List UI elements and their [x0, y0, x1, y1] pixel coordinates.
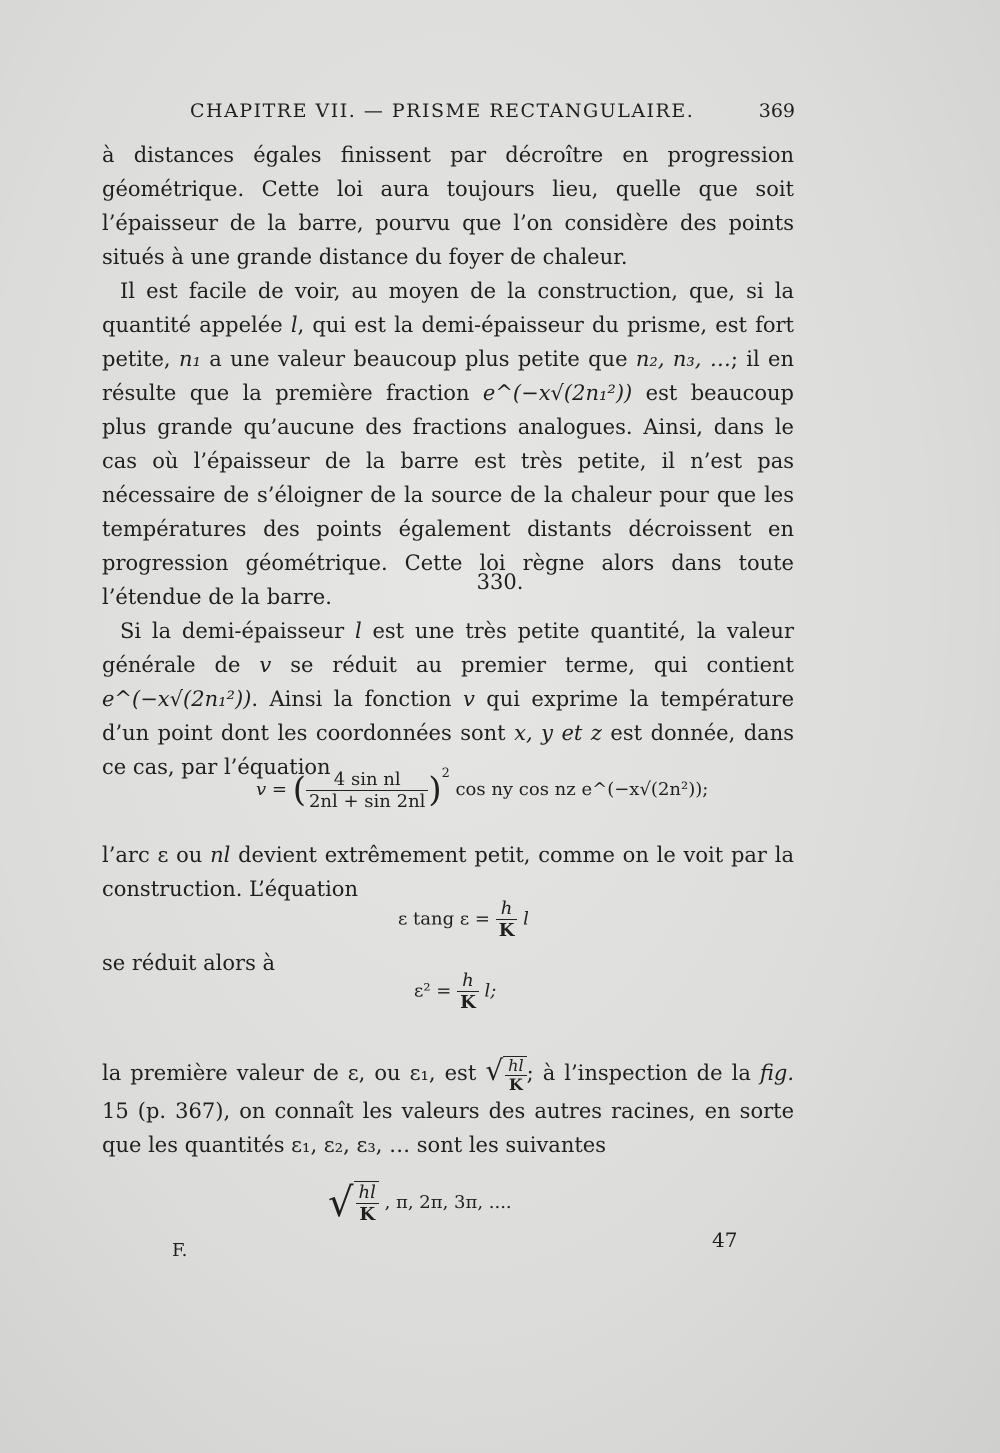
roots-denominator: K — [359, 1204, 375, 1225]
inline-root-numerator: hl — [505, 1057, 526, 1076]
eq2-lhs: ε tang ε = — [398, 908, 490, 930]
eq1-lhs: v = — [256, 779, 287, 800]
p4-part: devient extrêmement petit, comme on le voit par la construction. L’équation — [102, 843, 794, 901]
sqrt-sign: √ — [328, 1180, 354, 1226]
paragraph-2-text — [102, 274, 794, 614]
paragraph-3-text — [102, 614, 794, 784]
p3-part: . Ainsi la fonction — [251, 687, 463, 711]
inline-root-denominator: K — [508, 1074, 523, 1094]
p3-var-v: v — [259, 653, 272, 677]
paragraph-6 — [102, 1054, 794, 1162]
p2-var-n2n3: n₂, n₃, … — [635, 347, 731, 371]
sheet-number: 47 — [712, 1228, 738, 1252]
p3-part: qui exprime la température d’un point dont les coordonnées sont — [102, 687, 794, 745]
p2-exponential: e^(−x√(2n₁²)) — [482, 381, 633, 405]
eq2-rest: l — [523, 908, 529, 930]
p2-part: a une valeur beaucoup plus petite que — [200, 347, 636, 371]
right-paren: ) — [428, 770, 442, 810]
eq3-denominator: K — [460, 992, 476, 1013]
p3-var-l: l — [354, 619, 362, 643]
eq2-numerator: h — [496, 898, 518, 920]
p3-part: se réduit au premier terme, qui contient — [271, 653, 795, 677]
signature-mark: F. — [172, 1240, 188, 1261]
roots-numerator: hl — [356, 1182, 379, 1204]
p2-var-n1: n₁ — [178, 347, 201, 371]
p2-var-l: l — [290, 313, 298, 337]
eq3-fraction — [457, 970, 479, 1013]
equation-roots — [328, 1180, 512, 1226]
equation-epsilon-squared — [414, 970, 496, 1013]
eq1-denominator: 2nl + sin 2nl — [308, 790, 426, 812]
p2-part: , qui est la demi-épaisseur du prisme, est fort petite, — [102, 313, 794, 371]
equation-tang — [398, 898, 529, 941]
eq1-rest: cos ny cos nz e^(−x√(2n²)); — [455, 779, 709, 800]
p4-part: l’arc ε ou — [102, 843, 211, 867]
p4-var-nl: nl — [210, 843, 231, 867]
p6-fig: fig. — [759, 1061, 795, 1085]
equation-v: v = ( $\frac{\text{4 sin nl}}{2nl + \sin 2nl}$ )$^2$ cos ny cos nz e^(−x√(2n²)); — [256, 765, 709, 812]
p3-exponential: e^(−x√(2n₁²)) — [102, 687, 252, 711]
paragraph-5-text: se réduit alors à — [102, 951, 276, 975]
p2-part: est beaucoup plus grande qu’aucune des fractions analogues. Ainsi, dans le cas où l’épaisseur de la barre est très petite, il n’est pas nécessaire de s’éloigner de la source de la chaleur pour que les températures des points également distants décroissent en progression géométrique. Cette loi règne alors dans toute l’étendue de la barre. — [102, 381, 794, 609]
inline-root-fraction — [503, 1056, 526, 1094]
eq3-rest: l; — [484, 980, 497, 1002]
header-title: CHAPITRE VII. — PRISME RECTANGULAIRE. — [190, 100, 695, 122]
roots-fraction — [354, 1181, 379, 1225]
p6-part: ; à l’inspection de la — [526, 1061, 760, 1085]
paragraph-4 — [102, 838, 794, 906]
eq1-fraction — [306, 769, 428, 812]
p3-var-xyz: x, y et z — [514, 721, 602, 745]
eq3-lhs: ε² = — [414, 980, 452, 1002]
p3-part: Si la demi-épaisseur — [120, 619, 355, 643]
eq3-numerator: h — [457, 970, 479, 992]
eq2-fraction — [496, 898, 518, 941]
left-paren: ( — [292, 770, 306, 810]
paragraph-4-text — [102, 838, 794, 906]
p6-part: 15 (p. 367), on connaît les valeurs des autres racines, en sorte que les quantités ε₁, ε₂, ε₃, … sont les suivantes — [102, 1098, 794, 1157]
eq2-denominator: K — [498, 920, 515, 941]
p2-part: ; il en résulte que la première fraction — [102, 347, 795, 405]
paragraph-3 — [102, 614, 794, 784]
p2-part: Il est facile de voir, au moyen de la construction, que, si la quantité appelée — [102, 279, 794, 337]
p6-part: la première valeur de ε, ou ε₁, est — [102, 1061, 486, 1085]
running-header — [190, 100, 795, 122]
paragraph-2 — [102, 274, 794, 614]
p3-part: est une très petite quantité, la valeur générale de — [102, 619, 794, 677]
p3-var-v: v — [462, 687, 475, 711]
p3-part: est donnée, dans ce cas, par l’équation — [102, 721, 794, 779]
section-number: 330. — [476, 570, 524, 594]
paragraph-1-text: à distances égales finissent par décroître en progression géométrique. Cette loi aura toujours lieu, quelle que soit l’épaisseur de la barre, pourvu que l’on considère des points situés à une grande distance du foyer de chaleur. — [102, 143, 794, 269]
eq1-numerator: 4 sin nl — [306, 769, 428, 791]
paragraph-1 — [102, 138, 794, 274]
sqrt-sign: √ — [485, 1054, 504, 1087]
page-number: 369 — [758, 100, 795, 122]
roots-list: , π, 2π, 3π, .... — [384, 1192, 512, 1213]
paragraph-6-text — [102, 1054, 794, 1162]
